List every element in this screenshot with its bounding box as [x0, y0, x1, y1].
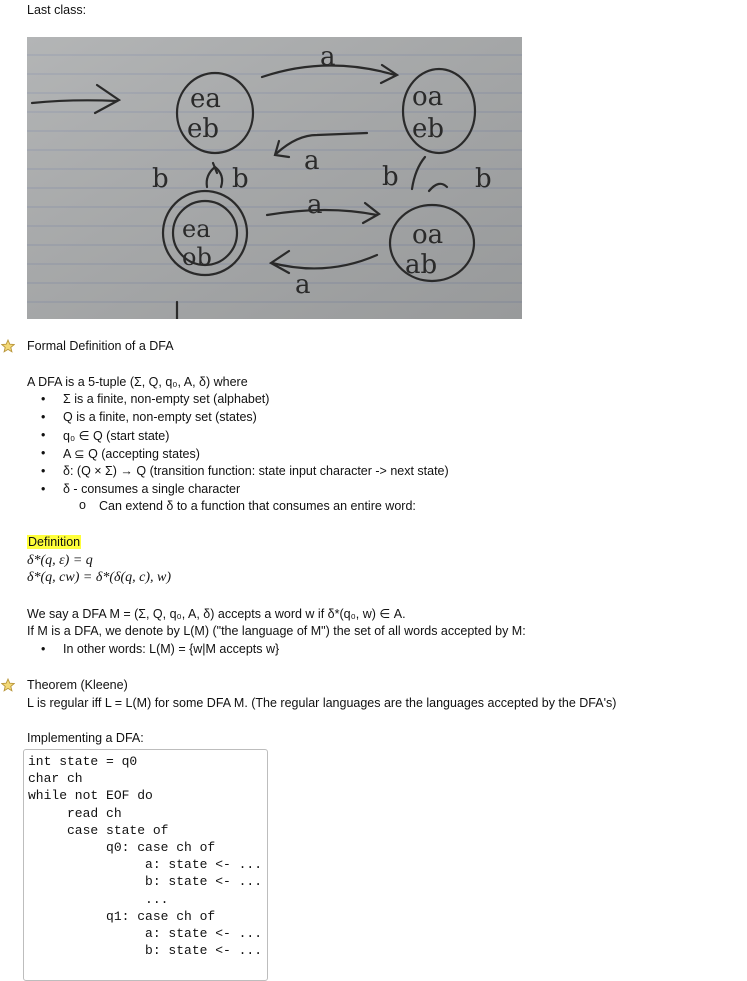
- code-line: a: state <- ...: [28, 857, 263, 872]
- accept-line-1: We say a DFA M = (Σ, Q, q₀, A, δ) accepts a word w if δ*(q₀, w) ∈ A.: [27, 607, 406, 621]
- definition-line-2: δ*(q, cw) = δ*(δ(q, c), w): [27, 570, 172, 585]
- svg-text:oa: oa: [412, 82, 444, 112]
- list-item: • δ: (Q × Σ) → Q (transition function: state input character -> next state): [63, 464, 449, 478]
- svg-text:oa: oa: [412, 220, 444, 250]
- theorem-title: Theorem (Kleene): [27, 678, 128, 692]
- svg-text:b: b: [152, 164, 169, 194]
- svg-text:ab: ab: [405, 250, 438, 280]
- dfa-sketch-drawing: [27, 37, 522, 319]
- svg-text:ea: ea: [190, 84, 221, 114]
- svg-text:a: a: [320, 42, 336, 72]
- code-line: char ch: [28, 771, 83, 786]
- code-line: q1: case ch of: [28, 909, 216, 924]
- code-line: b: state <- ...: [28, 874, 263, 889]
- star-icon: [1, 678, 15, 692]
- code-line: q0: case ch of: [28, 840, 216, 855]
- svg-text:b: b: [232, 164, 249, 194]
- svg-text:a: a: [307, 190, 323, 220]
- list-item: • Σ is a finite, non-empty set (alphabet): [63, 392, 269, 406]
- list-item: • A ⊆ Q (accepting states): [63, 446, 200, 461]
- svg-text:eb: eb: [187, 114, 220, 144]
- code-line: a: state <- ...: [28, 926, 263, 941]
- definition-label: Definition: [28, 535, 81, 549]
- code-line: read ch: [28, 806, 122, 821]
- list-item: • In other words: L(M) = {w|M accepts w}: [63, 642, 279, 656]
- section-title-dfa: Formal Definition of a DFA: [27, 339, 174, 353]
- sub-list-item: o Can extend δ to a function that consumes an entire word:: [99, 499, 416, 513]
- definition-label-wrap: [27, 535, 81, 549]
- list-item: • q₀ ∈ Q (start state): [63, 428, 169, 443]
- svg-text:b: b: [382, 162, 399, 192]
- star-icon: [1, 339, 15, 353]
- theorem-statement: L is regular iff L = L(M) for some DFA M. (The regular languages are the languages accepted by the DFA's): [27, 696, 617, 710]
- svg-text:ob: ob: [182, 243, 212, 271]
- code-line: int state = q0: [28, 754, 138, 769]
- handwritten-dfa-photo: [27, 37, 522, 319]
- svg-text:a: a: [295, 270, 311, 300]
- code-line: while not EOF do: [28, 788, 153, 803]
- svg-text:b: b: [475, 164, 492, 194]
- svg-text:eb: eb: [412, 114, 445, 144]
- code-line: b: state <- ...: [28, 943, 263, 958]
- implementing-label: Implementing a DFA:: [27, 731, 144, 745]
- code-block: [23, 749, 268, 981]
- svg-text:a: a: [304, 146, 320, 176]
- dfa-intro: [27, 375, 248, 389]
- code-line: case state of: [28, 823, 169, 838]
- definition-line-1: δ*(q, ε) = q: [27, 553, 93, 568]
- dfa-intro-text: A DFA is a 5-tuple (Σ, Q, q₀, A, δ) where: [27, 375, 248, 389]
- intro-text: Last class:: [27, 3, 87, 17]
- list-item: • δ - consumes a single character: [63, 482, 240, 496]
- accept-line-2: If M is a DFA, we denote by L(M) ("the language of M") the set of all words accepted by M:: [27, 624, 526, 638]
- list-item: • Q is a finite, non-empty set (states): [63, 410, 257, 424]
- svg-text:ea: ea: [182, 215, 211, 243]
- code-line: ...: [28, 892, 169, 907]
